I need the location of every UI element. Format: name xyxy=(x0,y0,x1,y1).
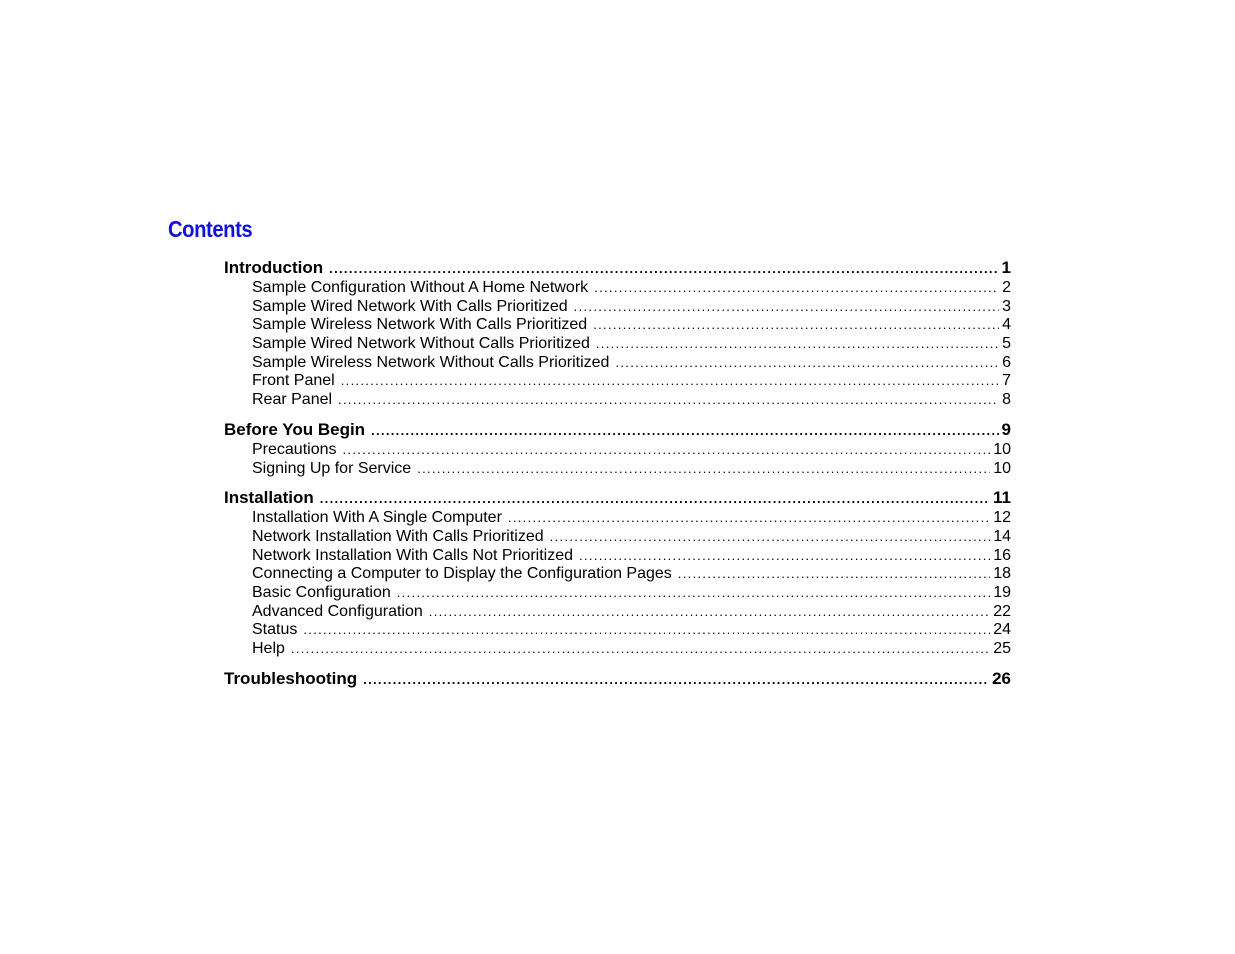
toc-subentry[interactable] xyxy=(224,584,1011,603)
toc-chapter-label: Troubleshooting xyxy=(224,668,358,688)
dot-leader xyxy=(593,316,999,335)
dot-leader xyxy=(594,279,999,298)
toc-subentry-page: 19 xyxy=(993,583,1011,601)
toc-section xyxy=(224,257,1011,410)
page-title: Contents xyxy=(168,216,253,242)
toc-subentry-label: Sample Wireless Network Without Calls Prioritized xyxy=(252,353,610,371)
toc-subentry-page: 10 xyxy=(993,440,1011,458)
toc-subentry-label: Rear Panel xyxy=(252,391,333,409)
dot-leader xyxy=(417,460,990,479)
toc-chapter-entry[interactable] xyxy=(224,257,1011,279)
toc-chapter-page: 9 xyxy=(1001,419,1011,439)
toc-chapter-entry[interactable] xyxy=(224,668,1011,690)
toc-subentry-label: Sample Wired Network With Calls Prioritized xyxy=(252,297,568,315)
toc-subentry[interactable] xyxy=(224,298,1011,317)
toc-subentry-page: 4 xyxy=(1002,316,1011,334)
dot-leader xyxy=(338,391,999,410)
dot-leader xyxy=(343,441,991,460)
dot-leader xyxy=(320,488,990,509)
toc-subentry-label: Network Installation With Calls Not Prioritized xyxy=(252,546,573,564)
toc-subentry[interactable] xyxy=(224,565,1011,584)
dot-leader xyxy=(291,640,990,659)
toc-subentry[interactable] xyxy=(224,335,1011,354)
toc-subentry-page: 6 xyxy=(1002,353,1011,371)
toc-chapter-page: 26 xyxy=(992,668,1011,688)
dot-leader xyxy=(397,584,990,603)
toc-chapter-label: Before You Begin xyxy=(224,419,366,439)
dot-leader xyxy=(596,335,999,354)
dot-leader xyxy=(579,547,990,566)
toc-chapter-label: Introduction xyxy=(224,258,324,277)
toc-subentry-label: Sample Wired Network Without Calls Prioritized xyxy=(252,335,590,353)
toc-subentry-label: Help xyxy=(252,640,285,657)
toc-subentry[interactable] xyxy=(224,391,1011,410)
toc-subentry[interactable] xyxy=(224,603,1011,622)
toc-subentry[interactable] xyxy=(224,528,1011,547)
dot-leader xyxy=(678,565,990,584)
toc-section xyxy=(224,668,1011,690)
toc-subentry-page: 14 xyxy=(993,527,1011,545)
dot-leader xyxy=(329,258,998,279)
toc-subentry-page: 12 xyxy=(993,509,1011,527)
dot-leader xyxy=(429,603,990,622)
toc-subentry-label: Connecting a Computer to Display the Configuration Pages xyxy=(252,565,672,583)
toc-section xyxy=(224,419,1011,478)
toc-subentry-label: Sample Wireless Network With Calls Prioritized xyxy=(252,316,588,334)
toc-subentry[interactable] xyxy=(224,547,1011,566)
toc-subentry-label: Basic Configuration xyxy=(252,583,391,601)
toc-subentry-page: 25 xyxy=(993,640,1011,657)
dot-leader xyxy=(508,509,990,528)
toc-subentry-page: 22 xyxy=(993,602,1011,620)
toc-subentry-label: Status xyxy=(252,621,298,639)
toc-chapter-label: Installation xyxy=(224,488,314,508)
toc-chapter-page: 1 xyxy=(1001,258,1011,277)
toc-subentry[interactable] xyxy=(224,372,1011,391)
dot-leader xyxy=(363,669,989,690)
toc-subentry[interactable] xyxy=(224,640,1011,659)
toc-chapter-page: 11 xyxy=(993,488,1011,508)
toc-subentry-label: Front Panel xyxy=(252,372,335,390)
toc-subentry-label: Precautions xyxy=(252,440,337,458)
dot-leader xyxy=(341,372,999,391)
toc-subentry-page: 24 xyxy=(993,621,1011,639)
dot-leader xyxy=(615,354,999,373)
toc-subentry[interactable] xyxy=(224,460,1011,479)
dot-leader xyxy=(371,420,998,441)
toc-subentry-label: Advanced Configuration xyxy=(252,602,423,620)
toc-subentry-page: 7 xyxy=(1002,372,1011,390)
toc-chapter-entry[interactable] xyxy=(224,419,1011,441)
dot-leader xyxy=(550,528,991,547)
toc-subentry-page: 2 xyxy=(1002,279,1011,296)
toc-subentry-label: Installation With A Single Computer xyxy=(252,509,502,527)
toc-subentry[interactable] xyxy=(224,354,1011,373)
toc-chapter-entry[interactable] xyxy=(224,487,1011,509)
toc-subentry-page: 18 xyxy=(993,565,1011,583)
table-of-contents xyxy=(224,257,1011,699)
toc-subentry-page: 5 xyxy=(1002,335,1011,353)
toc-subentry[interactable] xyxy=(224,279,1011,298)
toc-subentry[interactable] xyxy=(224,621,1011,640)
toc-subentry-page: 10 xyxy=(993,459,1011,477)
toc-subentry[interactable] xyxy=(224,509,1011,528)
toc-subentry-label: Sample Configuration Without A Home Network xyxy=(252,279,589,296)
toc-section xyxy=(224,487,1011,659)
dot-leader xyxy=(574,298,999,317)
toc-subentry[interactable] xyxy=(224,316,1011,335)
dot-leader xyxy=(303,621,990,640)
toc-subentry-page: 3 xyxy=(1002,297,1011,315)
toc-subentry-label: Signing Up for Service xyxy=(252,459,412,477)
toc-subentry-page: 8 xyxy=(1002,391,1011,409)
toc-subentry[interactable] xyxy=(224,441,1011,460)
toc-subentry-label: Network Installation With Calls Prioritized xyxy=(252,527,544,545)
toc-subentry-page: 16 xyxy=(993,546,1011,564)
